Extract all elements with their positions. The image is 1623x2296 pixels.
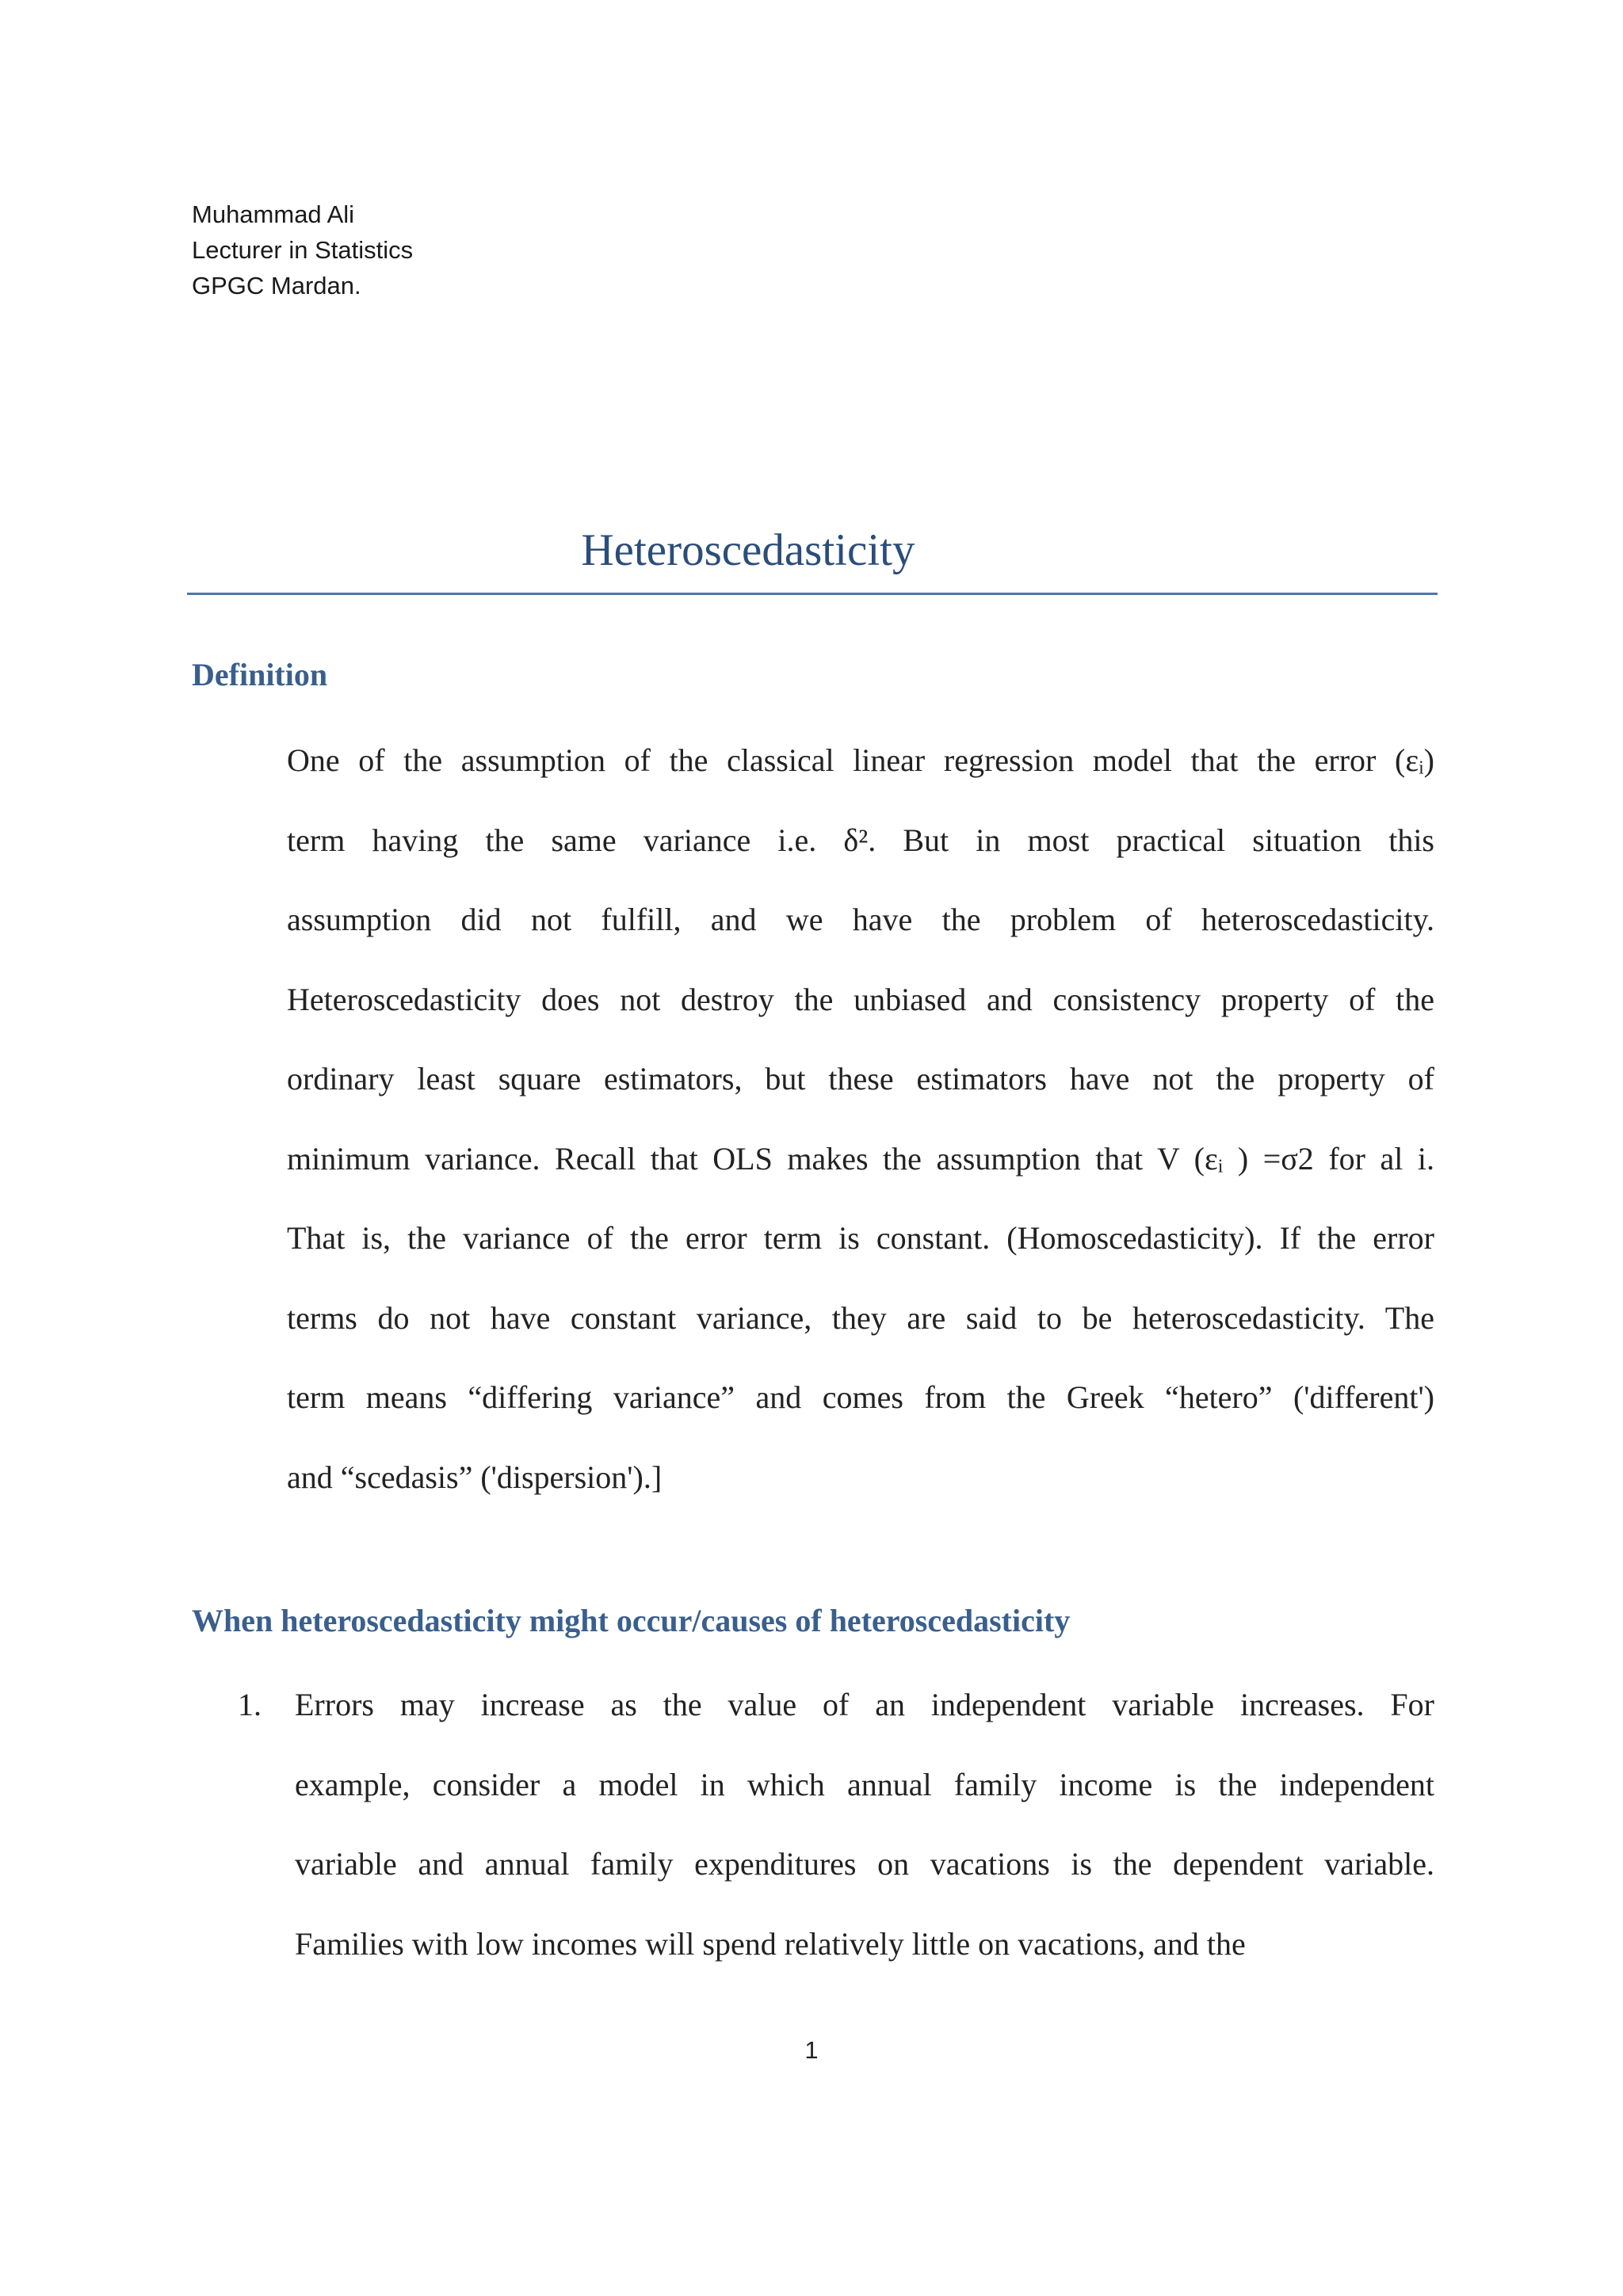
list-item-line: Errors may increase as the value of an independent variable increases. For (295, 1687, 1434, 1722)
paragraph-line: and “scedasis” ('dispersion').] (287, 1459, 663, 1495)
title-divider (187, 593, 1438, 595)
document-title: Heteroscedasticity (581, 525, 915, 575)
paragraph-line: ordinary least square estimators, but these estimators have not the property of (287, 1061, 1434, 1097)
list-item-line: example, consider a model in which annual family income is the independent (295, 1766, 1434, 1802)
author-name: Muhammad Ali (192, 200, 355, 228)
list-item-line: Families with low incomes will spend relatively little on vacations, and the (295, 1925, 1246, 1962)
paragraph-line: Heteroscedasticity does not destroy the unbiased and consistency property of the (287, 981, 1434, 1017)
paragraph-line: One of the assumption of the classical linear regression model that the error (εᵢ) (287, 742, 1434, 778)
causes-heading: When heteroscedasticity might occur/causes of heteroscedasticity (192, 1603, 1071, 1638)
author-position: Lecturer in Statistics (192, 236, 414, 264)
author-block (192, 196, 413, 303)
definition-heading: Definition (192, 657, 328, 692)
list-item-line: variable and annual family expenditures on vacations is the dependent variable. (295, 1846, 1434, 1882)
paragraph-line: term means “differing variance” and comes from the Greek “hetero” ('different') (287, 1379, 1434, 1415)
author-institution: GPGC Mardan. (192, 272, 361, 299)
list-item-number: 1. (238, 1687, 262, 1722)
list-item-body (295, 1665, 1434, 1984)
definition-paragraph (287, 721, 1434, 1517)
paragraph-line: term having the same variance i.e. δ². But in most practical situation this (287, 822, 1434, 858)
paragraph-line: assumption did not fulfill, and we have the problem of heteroscedasticity. (287, 902, 1434, 937)
page-number: 1 (804, 2036, 819, 2064)
paragraph-line: That is, the variance of the error term is constant. (Homoscedasticity). If the error (287, 1220, 1434, 1256)
paragraph-line: terms do not have constant variance, they are said to be heteroscedasticity. The (287, 1299, 1434, 1336)
paragraph-line: minimum variance. Recall that OLS makes the assumption that V (εᵢ ) =σ2 for al i. (287, 1140, 1434, 1177)
